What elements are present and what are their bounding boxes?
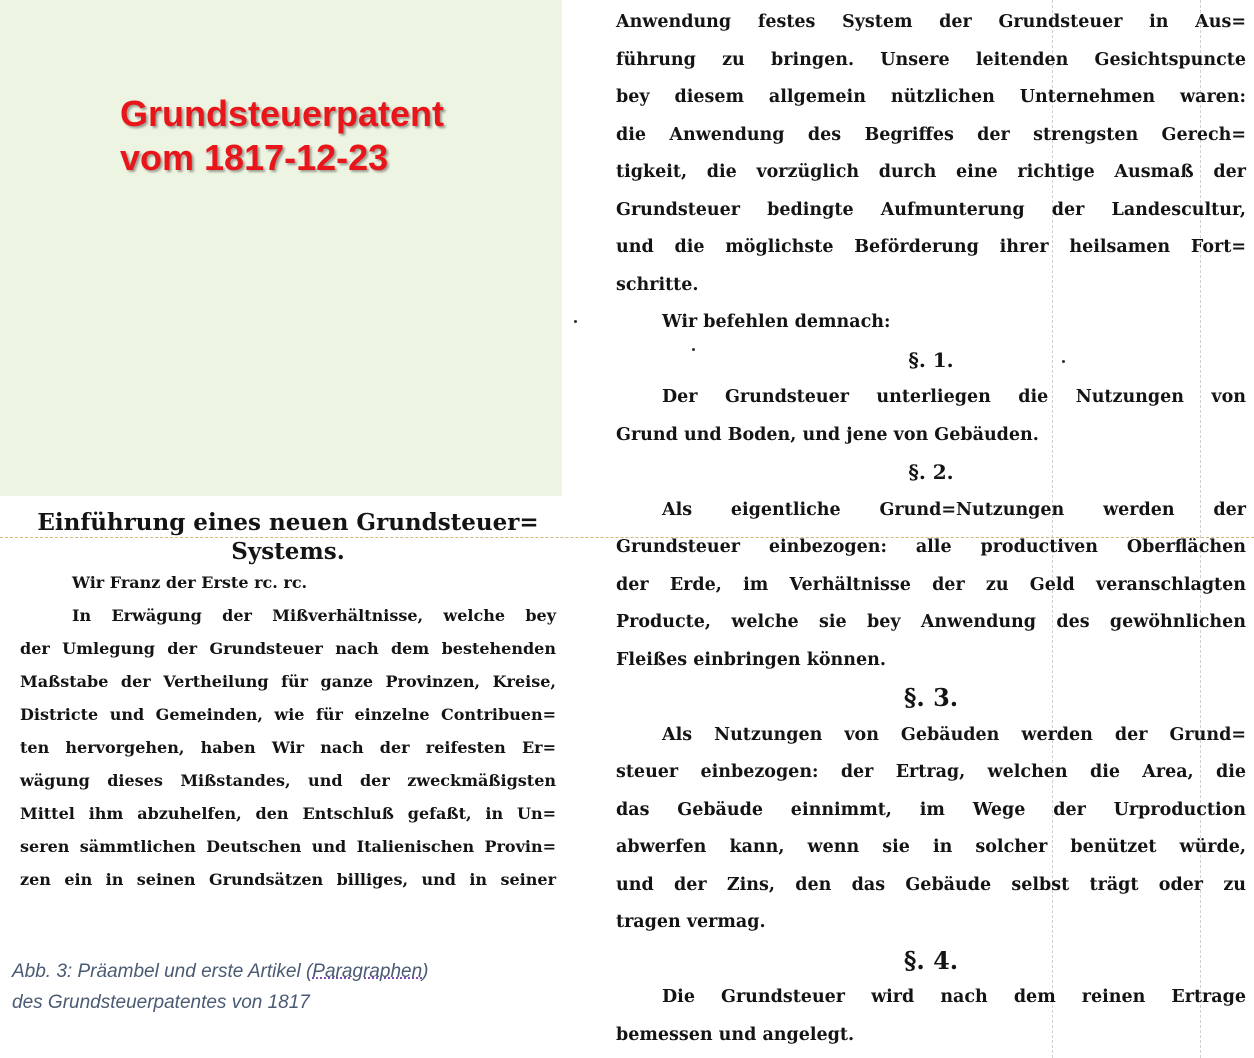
title-panel <box>0 0 562 496</box>
scan-line: tigkeit, die vorzüglich durch eine richtige Ausmaß der <box>616 162 1246 182</box>
scan-line: Grund und Boden, und jene von Gebäuden. <box>616 424 1039 445</box>
scan-right-column <box>616 4 1246 1054</box>
scan-heading-line-2: Systems. <box>231 538 345 565</box>
scan-line: und der Zins, den das Gebäude selbst trägt oder zu <box>616 874 1246 895</box>
scan-line: In Erwägung der Mißverhältnisse, welche bey <box>72 606 556 625</box>
scan-line: und die möglichste Beförderung ihrer heilsamen Fort= <box>616 237 1246 257</box>
scan-line: der Umlegung der Grundsteuer nach dem bestehenden <box>20 639 556 658</box>
scan-line: Mittel ihm abzuhelfen, den Entschluß gefaßt, in Un= <box>20 804 556 823</box>
scan-line: Grundsteuer bedingte Aufmunterung der Landescultur, <box>616 199 1246 220</box>
scan-line: wägung dieses Mißstandes, und der zweckmäßigsten <box>20 771 556 790</box>
figure-caption <box>12 956 428 1018</box>
scan-speck <box>1062 360 1065 363</box>
scan-line: Grundsteuer einbezogen: alle productiven Oberflächen <box>616 537 1246 557</box>
scan-line: Maßstabe der Vertheilung für ganze Provinzen, Kreise, <box>20 672 556 691</box>
scan-line: Anwendung festes System der Grundsteuer in Aus= <box>616 12 1246 32</box>
caption-line-2: des Grundsteuerpatentes von 1817 <box>12 992 310 1013</box>
scan-line: schritte. <box>616 274 699 295</box>
salutation: Wir Franz der Erste rc. rc. <box>72 573 308 592</box>
scan-line: bemessen und angelegt. <box>616 1024 855 1045</box>
scan-line: steuer einbezogen: der Ertrag, welchen die Area, die <box>616 762 1246 782</box>
section-heading-4: §. 4. <box>903 945 959 975</box>
scan-line: die Anwendung des Begriffes der strengsten Gerech= <box>616 124 1246 145</box>
scan-line: Fleißes einbringen können. <box>616 649 886 670</box>
scan-speck <box>574 320 577 323</box>
section-heading-2: §. 2. <box>908 460 954 484</box>
scan-speck <box>692 348 695 351</box>
caption-text: ) <box>422 961 429 982</box>
caption-text: Abb. 3: Präambel und erste Artikel ( <box>12 961 313 982</box>
scan-line: zen ein in seinen Grundsätzen billiges, und in seiner <box>20 870 556 889</box>
scan-line: Producte, welche sie bey Anwendung des gewöhnlichen <box>616 612 1246 632</box>
caption-line-1 <box>12 956 428 987</box>
scan-line: führung zu bringen. Unsere leitenden Gesichtspuncte <box>616 49 1246 70</box>
scan-line: bey diesem allgemein nützlichen Unternehmen waren: <box>616 87 1246 107</box>
scan-line: Die Grundsteuer wird nach dem reinen Ertrage <box>662 987 1246 1007</box>
slide-title <box>120 92 444 180</box>
scan-line: ten hervorgehen, haben Wir nach der reifesten Er= <box>20 738 556 757</box>
scan-line: Als Nutzungen von Gebäuden werden der Grund= <box>662 724 1246 745</box>
scan-line: Der Grundsteuer unterliegen die Nutzungen von <box>662 387 1246 407</box>
scan-line: abwerfen kann, wenn sie in solcher benützet würde, <box>616 837 1246 857</box>
scan-line: Districte und Gemeinden, wie für einzelne Contribuen= <box>20 705 556 724</box>
scan-line: seren sämmtlichen Deutschen und Italienischen Provin= <box>20 837 556 856</box>
scan-left-column <box>20 508 556 896</box>
slide-title-line-2: vom 1817-12-23 <box>120 137 389 178</box>
section-heading-3: §. 3. <box>903 683 959 712</box>
scan-heading-line-1: Einführung eines neuen Grundsteuer= <box>37 509 539 536</box>
slide-title-line-1: Grundsteuerpatent <box>120 93 445 134</box>
scan-line: tragen vermag. <box>616 912 766 932</box>
command-line: Wir befehlen demnach: <box>662 312 891 332</box>
scan-line: Als eigentliche Grund=Nutzungen werden der <box>662 499 1246 520</box>
scan-line: der Erde, im Verhältnisse der zu Geld veranschlagten <box>616 574 1246 595</box>
section-heading-1: §. 1. <box>908 347 954 372</box>
paragraphen-link[interactable]: Paragraphen <box>312 961 423 982</box>
scan-line: das Gebäude einnimmt, im Wege der Urproduction <box>616 799 1246 820</box>
